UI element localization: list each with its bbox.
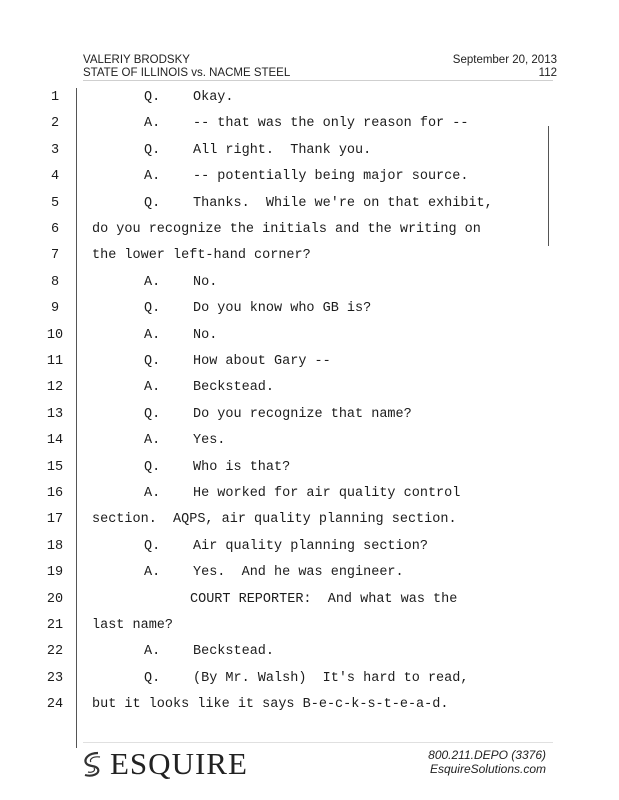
transcript-line bbox=[0, 90, 619, 116]
transcript-line bbox=[0, 328, 619, 354]
line-number: 13 bbox=[46, 406, 64, 422]
transcript-line bbox=[0, 644, 619, 670]
esquire-swirl-icon bbox=[80, 749, 104, 779]
header-right bbox=[453, 54, 557, 80]
speaker-label: Q. bbox=[144, 538, 161, 554]
line-number: 19 bbox=[46, 565, 64, 581]
line-number: 16 bbox=[46, 486, 64, 501]
transcript-line bbox=[0, 143, 619, 169]
esquire-logo bbox=[80, 746, 248, 782]
line-number: 7 bbox=[50, 248, 60, 264]
line-text: Okay. bbox=[193, 90, 234, 105]
header-divider bbox=[83, 80, 553, 81]
phone-number: 800.211.DEPO (3376) bbox=[428, 748, 546, 762]
line-text: (By Mr. Walsh) It's hard to read, bbox=[193, 670, 469, 686]
line-number: 9 bbox=[50, 301, 60, 317]
line-number: 23 bbox=[46, 670, 64, 686]
footer-divider bbox=[83, 742, 553, 743]
speaker-label: A. bbox=[144, 169, 161, 185]
speaker-label: A. bbox=[144, 274, 161, 290]
line-number: 10 bbox=[46, 327, 64, 343]
speaker-label: A. bbox=[144, 380, 161, 396]
transcript-line bbox=[0, 354, 619, 380]
line-text: He worked for air quality control bbox=[193, 486, 461, 501]
line-number: 5 bbox=[50, 195, 60, 211]
page-number: 112 bbox=[538, 67, 557, 79]
transcript-line bbox=[0, 116, 619, 142]
line-text: COURT REPORTER: And what was the bbox=[190, 591, 458, 607]
line-number: 8 bbox=[50, 274, 60, 290]
transcript-line bbox=[0, 275, 619, 301]
transcript-line bbox=[0, 301, 619, 327]
line-text: do you recognize the initials and the writing on bbox=[92, 222, 481, 237]
speaker-label: Q. bbox=[144, 354, 161, 369]
transcript-line bbox=[0, 169, 619, 195]
speaker-label: Q. bbox=[144, 142, 161, 158]
line-text: No. bbox=[193, 274, 218, 290]
transcript-line bbox=[0, 671, 619, 697]
line-text: Beckstead. bbox=[193, 380, 275, 396]
transcript-line bbox=[0, 592, 619, 618]
footer-contact bbox=[428, 748, 546, 776]
transcript-line bbox=[0, 486, 619, 512]
line-text: All right. Thank you. bbox=[193, 142, 372, 158]
speaker-label: A. bbox=[144, 433, 161, 449]
line-number: 4 bbox=[50, 169, 60, 185]
line-number: 3 bbox=[50, 142, 60, 158]
line-number: 1 bbox=[50, 90, 60, 105]
line-text: Yes. And he was engineer. bbox=[193, 565, 404, 581]
line-text: Do you recognize that name? bbox=[193, 406, 412, 422]
speaker-label: A. bbox=[144, 644, 161, 660]
line-text: No. bbox=[193, 327, 218, 343]
speaker-label: Q. bbox=[144, 301, 161, 317]
line-number: 17 bbox=[46, 512, 64, 528]
speaker-label: Q. bbox=[144, 90, 161, 105]
speaker-label: A. bbox=[144, 116, 161, 132]
line-text: Do you know who GB is? bbox=[193, 301, 372, 317]
transcript-line bbox=[0, 460, 619, 486]
line-text: the lower left-hand corner? bbox=[92, 248, 311, 264]
line-text: -- that was the only reason for -- bbox=[193, 116, 469, 132]
line-text: How about Gary -- bbox=[193, 354, 331, 369]
transcript-line bbox=[0, 697, 619, 723]
speaker-label: A. bbox=[144, 327, 161, 343]
speaker-label: A. bbox=[144, 486, 161, 501]
transcript-line bbox=[0, 539, 619, 565]
header-left bbox=[83, 54, 290, 80]
line-number: 11 bbox=[46, 354, 64, 369]
transcript-line bbox=[0, 512, 619, 538]
line-number: 21 bbox=[46, 618, 64, 633]
speaker-label: Q. bbox=[144, 459, 161, 475]
transcript-line bbox=[0, 196, 619, 222]
line-number: 14 bbox=[46, 433, 64, 449]
website: EsquireSolutions.com bbox=[429, 762, 546, 776]
line-text: Thanks. While we're on that exhibit, bbox=[193, 195, 493, 211]
line-number: 20 bbox=[46, 591, 64, 607]
line-text: last name? bbox=[92, 618, 174, 633]
line-number: 6 bbox=[50, 222, 60, 237]
logo-wordmark: ESQUIRE bbox=[110, 746, 248, 781]
transcript-line bbox=[0, 248, 619, 274]
transcript-line bbox=[0, 433, 619, 459]
line-text: Who is that? bbox=[193, 459, 291, 475]
transcript-line bbox=[0, 618, 619, 644]
transcript-line bbox=[0, 380, 619, 406]
transcript-line bbox=[0, 222, 619, 248]
case-caption: STATE OF ILLINOIS vs. NACME STEEL bbox=[83, 67, 291, 79]
transcript-line bbox=[0, 407, 619, 433]
line-number: 24 bbox=[46, 697, 64, 713]
transcript-line bbox=[0, 565, 619, 591]
line-text: Beckstead. bbox=[193, 644, 275, 660]
speaker-label: Q. bbox=[144, 670, 161, 686]
line-number: 22 bbox=[46, 644, 64, 660]
speaker-label: Q. bbox=[144, 406, 161, 422]
line-text: -- potentially being major source. bbox=[193, 169, 469, 185]
line-text: but it looks like it says B-e-c-k-s-t-e-a-d. bbox=[92, 697, 449, 713]
deposition-date: September 20, 2013 bbox=[452, 54, 557, 66]
line-number: 2 bbox=[50, 116, 60, 132]
line-number: 12 bbox=[46, 380, 64, 396]
line-text: Air quality planning section? bbox=[193, 538, 428, 554]
line-number: 15 bbox=[46, 459, 64, 475]
line-text: Yes. bbox=[193, 433, 226, 449]
speaker-label: Q. bbox=[144, 195, 161, 211]
line-text: section. AQPS, air quality planning section. bbox=[92, 512, 457, 528]
line-number: 18 bbox=[46, 538, 64, 554]
witness-name: VALERIY BRODSKY bbox=[83, 54, 190, 66]
speaker-label: A. bbox=[144, 565, 161, 581]
